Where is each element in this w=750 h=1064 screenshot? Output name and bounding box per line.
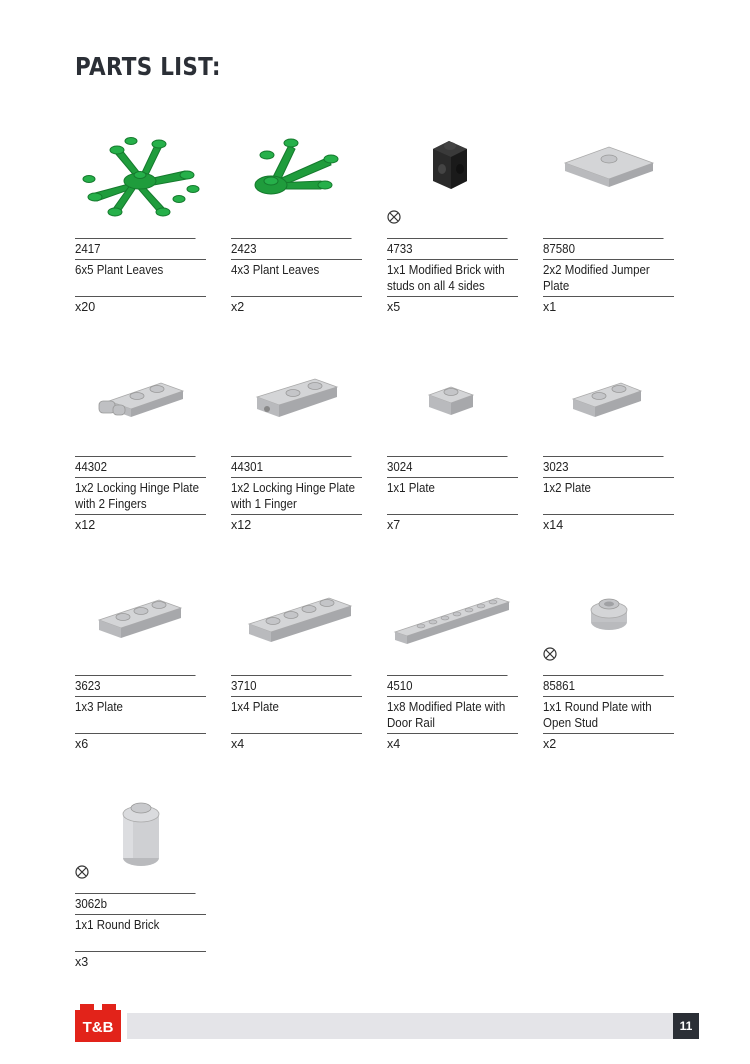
logo-text: T&B	[82, 1019, 114, 1036]
part-name-text: 1x3 Plate	[75, 700, 123, 714]
part-quantity: x6	[75, 733, 206, 754]
rare-part-icon	[387, 210, 401, 224]
part-quantity: x14	[543, 514, 674, 535]
part-name	[231, 259, 362, 278]
part-name	[387, 259, 518, 294]
page-title: PARTS LIST:	[75, 52, 221, 81]
part-quantity: x7	[387, 514, 518, 535]
part-name	[75, 696, 206, 715]
part-number: 3024	[387, 456, 508, 477]
footer-bar	[127, 1013, 673, 1039]
part-name-text: 1x1 Round Brick	[75, 918, 160, 932]
jumper-plate-icon	[543, 123, 674, 233]
part-number: 3062b	[75, 893, 196, 914]
part-name-text: 1x8 Modified Plate with Door Rail	[387, 700, 506, 730]
page-number: 11	[673, 1013, 699, 1039]
part-quantity: x4	[231, 733, 362, 754]
part-quantity: x3	[75, 951, 206, 972]
part-name	[543, 259, 674, 294]
part-quantity: x4	[387, 733, 518, 754]
part-name	[75, 477, 206, 512]
part-quantity: x12	[231, 514, 362, 535]
part-name	[231, 696, 362, 715]
part-name	[543, 696, 674, 731]
plate-1x4-icon	[231, 560, 362, 670]
part-name-text: 1x2 Plate	[543, 481, 591, 495]
part-name-text: 2x2 Modified Jumper Plate	[543, 263, 650, 293]
part-number: 4733	[387, 238, 508, 259]
part-quantity: x12	[75, 514, 206, 535]
round-plate-icon	[543, 560, 674, 670]
part-quantity: x5	[387, 296, 518, 317]
part-name	[231, 477, 362, 512]
tb-logo	[75, 1004, 121, 1042]
part-number: 87580	[543, 238, 664, 259]
part-number: 2423	[231, 238, 352, 259]
part-name	[387, 696, 518, 731]
black-studded-brick-icon	[387, 123, 518, 233]
part-name-text: 1x1 Modified Brick with studs on all 4 sides	[387, 263, 505, 293]
door-rail-plate-icon	[387, 560, 518, 670]
green-plant-leaves-icon	[75, 123, 206, 233]
part-number: 85861	[543, 675, 664, 696]
part-name	[75, 259, 206, 278]
part-number: 3623	[75, 675, 196, 696]
part-number: 44301	[231, 456, 352, 477]
part-name	[543, 477, 674, 496]
part-quantity: x2	[543, 733, 674, 754]
part-name-text: 1x1 Round Plate with Open Stud	[543, 700, 652, 730]
plate-1x3-icon	[75, 560, 206, 670]
part-number: 3710	[231, 675, 352, 696]
rare-part-icon	[75, 865, 89, 879]
part-quantity: x2	[231, 296, 362, 317]
part-quantity: x1	[543, 296, 674, 317]
green-plant-leaves-small-icon	[231, 123, 362, 233]
part-name-text: 1x4 Plate	[231, 700, 279, 714]
part-name-text: 6x5 Plant Leaves	[75, 263, 164, 277]
plate-1x2-icon	[543, 341, 674, 451]
hinge-plate-1-finger-icon	[231, 341, 362, 451]
plate-1x1-icon	[387, 341, 518, 451]
part-name-text: 4x3 Plant Leaves	[231, 263, 320, 277]
part-name	[387, 477, 518, 496]
rare-part-icon	[543, 647, 557, 661]
part-number: 44302	[75, 456, 196, 477]
hinge-plate-2-fingers-icon	[75, 341, 206, 451]
part-quantity: x20	[75, 296, 206, 317]
part-name-text: 1x2 Locking Hinge Plate with 1 Finger	[231, 481, 356, 511]
part-name	[75, 914, 206, 933]
part-number: 2417	[75, 238, 196, 259]
part-name-text: 1x2 Locking Hinge Plate with 2 Fingers	[75, 481, 200, 511]
part-number: 4510	[387, 675, 508, 696]
part-name-text: 1x1 Plate	[387, 481, 435, 495]
round-brick-icon	[75, 778, 206, 888]
part-number: 3023	[543, 456, 664, 477]
